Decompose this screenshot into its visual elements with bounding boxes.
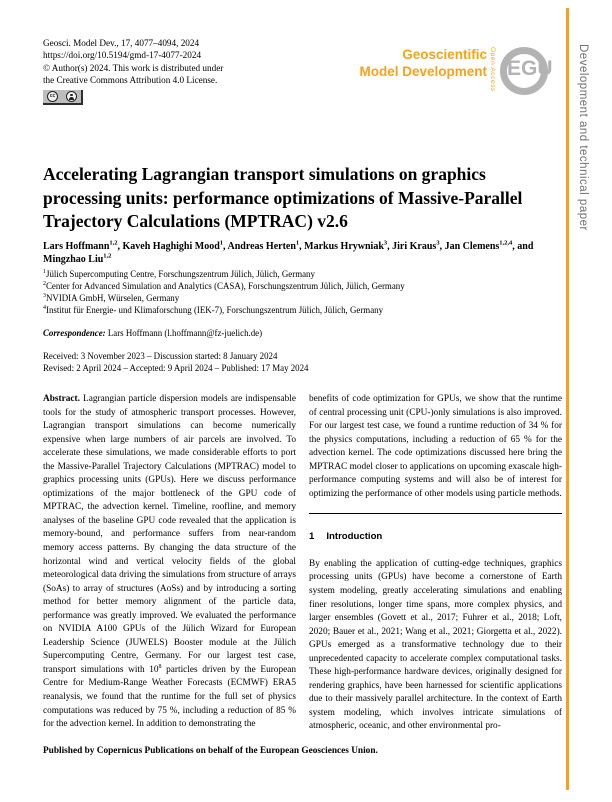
publisher-footer: Published by Copernicus Publications on behalf of the European Geosciences Union. [43, 746, 563, 756]
author: Andreas Herten$^1$, [227, 239, 305, 252]
license-line-2: the Creative Commons Attribution 4.0 License. [43, 75, 218, 86]
correspondence-label: Correspondence: [43, 328, 106, 338]
author: Jiri Kraus$^3$, [392, 239, 445, 252]
egu-logo [500, 44, 558, 99]
affiliation: $^4$Institut für Energie- und Klimaforschung (IEK-7), Forschungszentrum Jülich, Jülich, Germany [43, 305, 384, 315]
journal-name-line1: Geoscientific [402, 47, 487, 62]
paper-type-label: Development and technical paper [577, 44, 589, 231]
affiliation: $^2$Center for Advanced Simulation and Analytics (CASA), Forschungszentrum Jülich, Jülich, Germany [43, 281, 405, 291]
sidebar-accent-rule [566, 8, 569, 790]
cc-by-badge[interactable] [43, 90, 83, 105]
abstract-text-continued: benefits of code optimization for GPUs, we show that the runtime of central processing unit (CPU-)only simulations is also improved. For our largest test case, we found a runtime reduction of 34 % for the physics computations, including a reduction of 65 % for the advection kernel. The code optimizations discussed here bring the MPTRAC model closer to applications on upcoming exascale high-performance computing systems and will also be of interest for optimizing the performance of other models using particle methods. [309, 394, 562, 499]
author-list [43, 240, 563, 266]
correspondence-contact[interactable]: Lars Hoffmann (l.hoffmann@fz-juelich.de) [105, 328, 263, 338]
review-dates [43, 350, 563, 374]
license-line-1: © Author(s) 2024. This work is distributed under [43, 62, 224, 73]
abstract-label: Abstract. [43, 394, 80, 404]
open-access-label: Open Access [489, 47, 496, 92]
cc-icon: cc [47, 91, 58, 102]
section-heading-introduction [309, 530, 562, 544]
section-divider [309, 513, 562, 514]
affiliation-list [43, 268, 563, 316]
journal-name [359, 46, 487, 80]
section-number: 1 [309, 531, 315, 543]
publication-info [43, 37, 223, 87]
citation-line: Geosci. Model Dev., 17, 4077–4094, 2024 [43, 38, 200, 48]
author: Lars Hoffmann$^{1,2}$, [43, 239, 123, 252]
author: Kaveh Haghighi Mood$^1$, [122, 239, 228, 252]
body-column-right [309, 393, 562, 745]
affiliation: $^1$Jülich Supercomputing Centre, Forschungszentrum Jülich, Jülich, Germany [43, 269, 315, 279]
person-icon [66, 91, 77, 102]
abstract-text-part2: particles driven by the European Centre for Medium-Range Weather Forecasts (ECMWF) ERA5 reanalysis, we found that the runtime for the full set of physics computations was reduced by 75 %, including a reduction of 85 % for the advection kernel. In addition to demonstrating the [43, 664, 296, 730]
abstract-superscript: 8 [158, 663, 162, 670]
affiliation: $^3$NVIDIA GmbH, Würselen, Germany [43, 293, 180, 303]
author: Jan Clemens$^{1,2,4}$, and [444, 239, 534, 252]
revised-line: Revised: 2 April 2024 – Accepted: 9 April 2024 – Published: 17 May 2024 [43, 363, 309, 374]
page-title: Accelerating Lagrangian transport simulations on graphics processing units: performance optimizations of Massive-Parallel Trajectory Calculations (MPTRAC) v2.6 [43, 164, 523, 231]
abstract-text-part1: Lagrangian particle dispersion models are indispensable tools for the study of atmospheric transport processes. However, Lagrangian transport simulations can become numerically expensive when large numbers of air parcels are involved. To accelerate these simulations, we made considerable efforts to port the Massive-Parallel Trajectory Calculations (MPTRAC) model to graphics processing units (GPUs). Here we discuss performance optimizations of the major bottleneck of the GPU code of MPTRAC, the advection kernel. Timeline, roofline, and memory analyses of the baseline GPU code revealed that the application is memory-bound, and performance suffers from near-random memory access patterns. By changing the data structure of the horizontal wind and vertical velocity fields of the global meteorological data driving the simulations from structure of arrays (SoAs) to array of structures (AoSs) and by introducing a sorting method for better memory alignment of the particle data, performance was greatly improved. We evaluated the performance on NVIDIA A100 GPUs of the Jülich Wizard for European Leadership Science (JUWELS) Booster module at the Jülich Supercomputing Centre, Germany. For our largest test case, transport simulations with 10 [43, 394, 296, 675]
section-title: Introduction [326, 531, 383, 543]
abstract-column-left [43, 393, 296, 745]
egu-logo-text: EGU [507, 57, 553, 80]
author: Mingzhao Liu$^{1,2}$ [43, 252, 112, 265]
author: Markus Hrywniak$^3$, [304, 239, 393, 252]
introduction-paragraph: By enabling the application of cutting-edge techniques, graphics processing units (GPUs) have become a cornerstone of Earth system modeling, greatly accelerating simulations and enabling finer resolutions, longer time spans, more complex physics, and larger ensembles (Govett et al., 2017; Fuhrer et al., 2018; Loft, 2020; Bauer et al., 2021; Wang et al., 2021; Giorgetta et al., 2022). GPUs emerged as a transformative technology due to their unprecedented capacity to accelerate complex computational tasks. These high-performance hardware devices, originally designed for rendering graphics, have been harnessed for scientific applications due to their massively parallel architecture. In the context of Earth system modeling, which involves intricate simulations of atmospheric, oceanic, and other environmental pro- [309, 558, 562, 732]
received-line: Received: 3 November 2023 – Discussion started: 8 January 2024 [43, 351, 278, 361]
doi-link[interactable]: https://doi.org/10.5194/gmd-17-4077-2024 [43, 50, 202, 61]
correspondence-line [43, 328, 563, 338]
journal-name-line2: Model Development [359, 64, 487, 79]
